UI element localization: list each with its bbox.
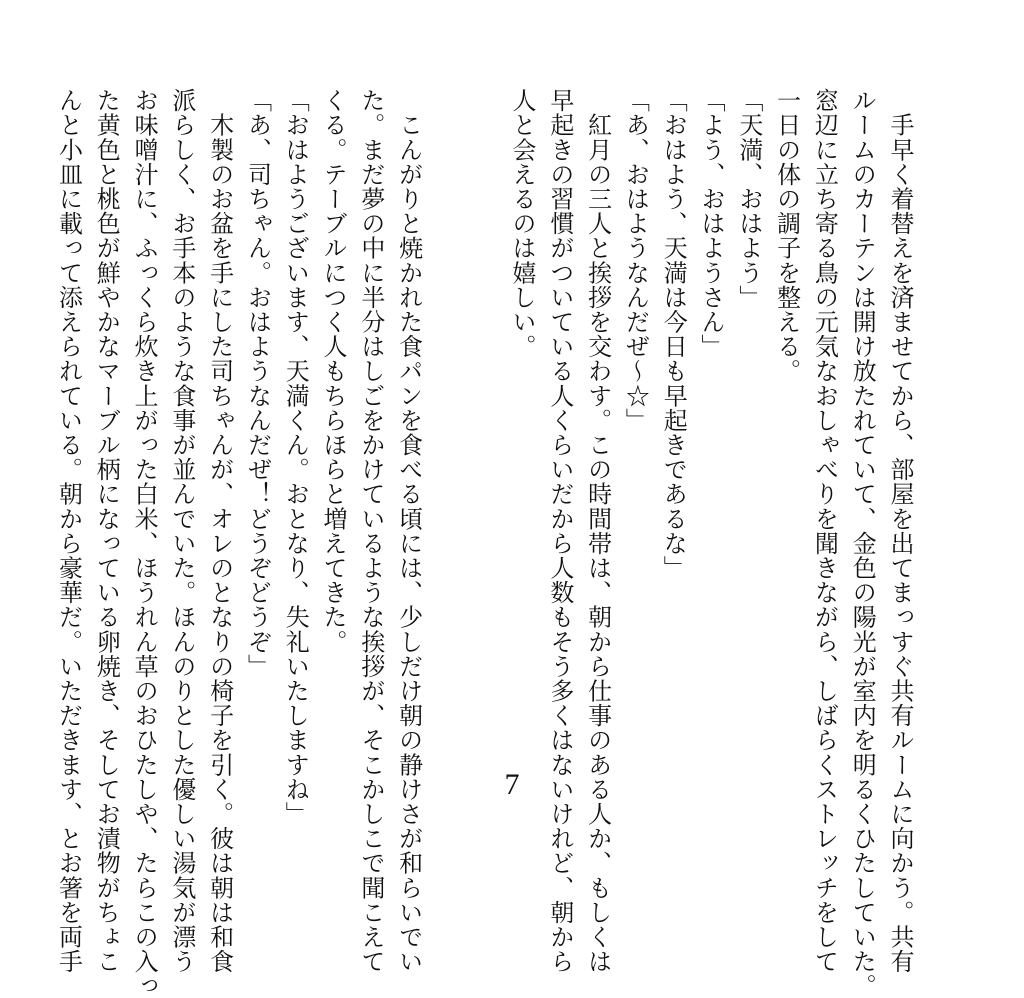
text-line: 木製のお盆を手にした司ちゃんが、オレのとなりの椅子を引く。彼は朝は和食 [205,88,234,974]
dialogue-line: 「よう、おはようさん」 [697,88,726,359]
vertical-text-block [54,88,918,998]
blank-line [464,88,502,748]
text-line: 一日の体の調子を整える。 [772,88,801,384]
text-line: 手早く着替えを済ませてから、部屋を出てまっすぐ共有ルームに向かう。共有 [886,88,914,974]
dialogue-line: 「おはよう、天満は今日も早起きであるな」 [659,88,688,580]
text-line: んと小皿に載って添えられている。朝から豪華だ。いただきます、とお箸を両手 [54,88,83,974]
dialogue-line: 「あ、司ちゃん。おはようなんだぜ！どうぞどうぞ」 [243,88,272,679]
text-line: ルームのカーテンは開け放たれていて、金色の陽光が室内を明るくひたしていた。 [848,88,877,998]
text-line: た黄色と桃色が鮮やかなマーブル柄になっている卵焼き、そしてお漬物がちょこ [92,88,121,974]
blank-line [427,88,465,748]
text-line: た。まだ夢の中に半分はしごをかけているような挨拶が、そこかしこで聞こえて [356,88,385,974]
text-line: くる。テーブルにつく人もちらほらと増えてきた。 [319,88,348,654]
dialogue-line: 「あ、おはようなんだぜ〜☆」 [621,88,650,433]
text-line: 早起きの習慣がついている人くらいだから人数もそう多くはないけれど、朝から [545,88,574,974]
text-line: 紅月の三人と挨拶を交わす。この時間帯は、朝から仕事のある人か、もしくは [583,88,612,974]
page-number: 7 [504,768,520,801]
dialogue-line: 「天満、おはよう」 [734,88,763,310]
text-line: こんがりと焼かれた食パンを食べる頃には、少しだけ朝の静けさが和らいでい [394,88,423,974]
text-line: お味噌汁に、ふっくら炊き上がった白米、ほうれん草のおひたしや、たらこの入っ [130,88,159,998]
text-line: 窓辺に立ち寄る鳥の元気なおしゃべりを聞きながら、しばらくストレッチをして [810,88,839,974]
text-line: 人と会えるのは嬉しい。 [508,88,537,359]
dialogue-line: 「おはようございます、天満くん。おとなり、失礼いたしますね」 [281,88,310,826]
text-line: 派らしく、お手本のような食事が並んでいた。ほんのりとした優しい湯気が漂う [167,88,196,974]
